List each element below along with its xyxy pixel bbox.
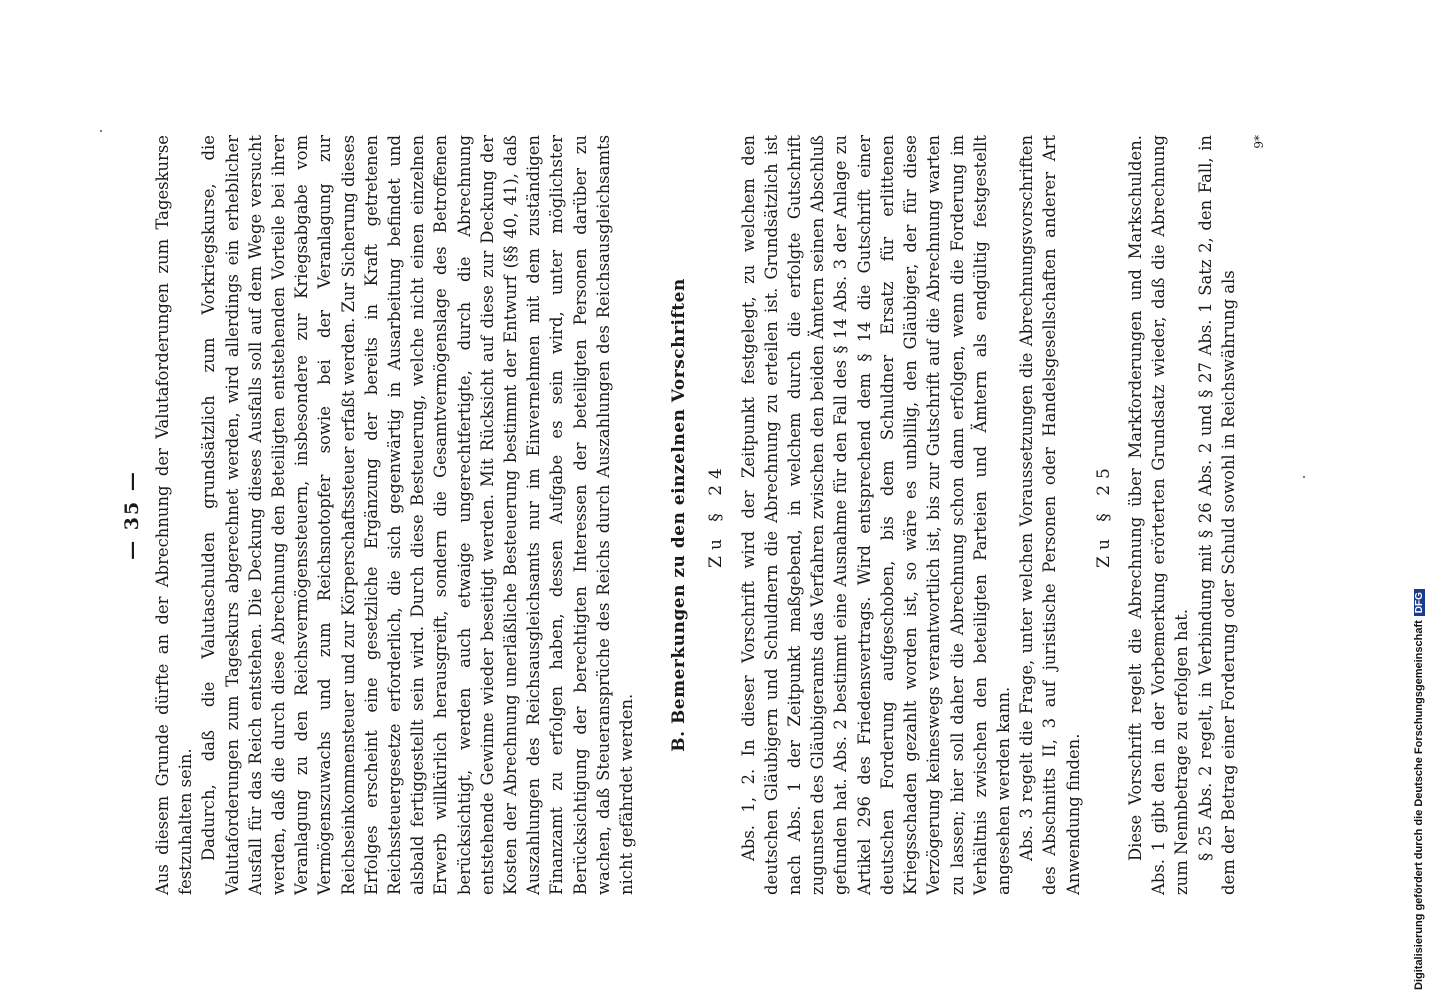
paragraph-intro: Aus diesem Grunde dürfte an der Abrechnung der Valutaforderungen zum Tageskurse festzuhalten sein. — [153, 135, 196, 895]
section-24-title: Zu § 24 — [706, 462, 727, 568]
rotated-page — [115, 135, 1266, 895]
dfg-logo: DFG — [1414, 589, 1425, 616]
scan-speck — [1303, 476, 1305, 478]
section-25-paragraph-1: Diese Vorschrift regelt die Abrechnung über Markforderungen und Markschulden. Abs. 1 gibt den in der Vorbemerkung erörterten Grundsatz wieder, daß die Abrechnung zum Nennbetrage zu erfolgen hat. — [1125, 135, 1192, 895]
dfg-watermark — [1413, 589, 1425, 990]
document-body — [151, 135, 1271, 895]
section-25-title: Zu § 25 — [1093, 462, 1114, 568]
section-24-paragraph-2: Abs. 3 regelt die Frage, unter welchen Voraussetzungen die Abrechnungsvorschriften des Abschnitts II, 3 auf juristische Personen oder Handelsgesellschaften anderer Art Anwendung finden. — [1017, 135, 1083, 895]
section-25-paragraph-2: § 25 Abs. 2 regelt, in Verbindung mit § 26 Abs. 2 und § 27 Abs. 1 Satz 2, den Fall, in dem der Betrag einer Forderung oder Schuld sowohl in Reichswährung als — [1195, 135, 1238, 895]
watermark-text: Digitalisierung gefördert durch die Deutsche Forschungsgemeinschaft — [1413, 620, 1425, 990]
signature-mark: 9* — [1251, 135, 1266, 149]
paragraph-deckung: Dadurch, daß die Valutaschulden grundsätzlich zum Vorkriegskurse, die Valutaforderungen zum Tageskurs abgerechnet werden, wird allerdings ein erheblicher Ausfall für das Reich entstehen. Die Deckung dieses Ausfalls soll auf dem Wege versucht werden, daß die durch diese Abrechnung den Beteiligten entstehenden Vorteile bei ihrer Veranlagung zu den Reichsvermögenssteuern, insbesondere zur Kriegsabgabe vom Vermögenszuwachs und zum Reichsnotopfer sowie bei der Veranlagung zur Reichseinkommensteuer und zur Körperschaftssteuer erfaßt werden. Zur Sicherung dieses Erfolges erscheint eine gesetzliche Ergänzung der bereits in Kraft getretenen Reichssteuergesetze erforderlich, die sich gegenwärtig in Ausarbeitung befindet und alsbald fertiggestellt sein wird. Durch diese Besteuerung, welche nicht einen einzelnen Erwerb willkürlich herausgreift, sondern die Gesamtvermögenslage des Betroffenen berücksichtigt, werden auch etwaige ungerechtfertigte, durch die Abrechnung entstehende Gewinne wieder beseitigt werden. Mit Rücksicht auf diese zur Deckung der Kosten der Abrechnung unerläßliche Besteuerung bestimmt der Entwurf (§§ 40, 41), daß Auszahlungen des Reichsausgleichsamts nur im Einvernehmen mit dem zuständigen Finanzamt zu erfolgen haben, dessen Aufgabe es sein wird, unter möglichster Berücksichtigung der berechtigten Interessen der beteiligten Personen darüber zu wachen, daß Steueransprüche des Reichs durch Auszahlungen des Reichsausgleichsamts nicht gefährdet werden. — [199, 135, 637, 895]
scan-speck — [100, 130, 102, 132]
section-heading: B. Bemerkungen zu den einzelnen Vorschriften — [669, 278, 690, 752]
section-24-paragraph-1: Abs. 1, 2. In dieser Vorschrift wird der Zeitpunkt festgelegt, zu welchem den deutschen Gläubigern und Schuldnern die Abrechnung zu erteilen ist. Grundsätzlich ist nach Abs. 1 der Zeitpunkt maßgebend, in welchem durch die erfolgte Gutschrift zugunsten des Gläubigeramts das Verfahren zwischen den beiden Ämtern seinen Abschluß gefunden hat. Abs. 2 bestimmt eine Ausnahme für den Fall des § 14 Abs. 3 der Anlage zu Artikel 296 des Friedensvertrags. Wird entsprechend dem § 14 die Gutschrift einer deutschen Forderung aufgeschoben, bis dem Schuldner Ersatz für erlittenen Kriegsschaden gezahlt worden ist, so wäre es unbillig, den Gläubiger, der für diese Verzögerung keineswegs verantwortlich ist, bis zur Gutschrift auf die Abrechnung warten zu lassen; hier soll daher die Abrechnung schon dann erfolgen, wenn die Forderung im Verhältnis zwischen den beteiligten Parteien und Ämtern als endgültig festgestellt angesehen werden kann. — [738, 135, 1013, 895]
page-number: — 35 — — [121, 470, 143, 560]
